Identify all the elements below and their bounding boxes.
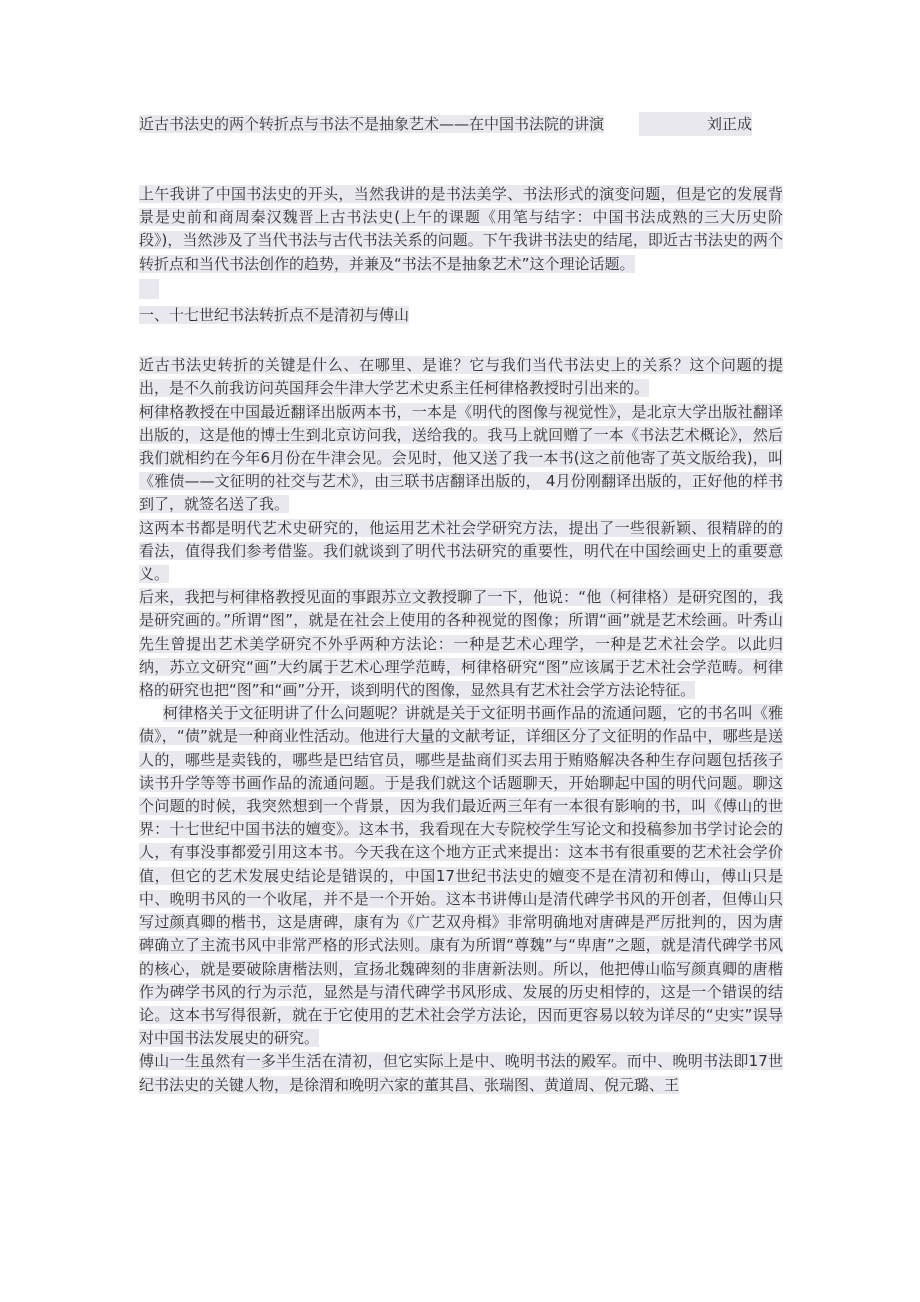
- document-body: [139, 183, 783, 1097]
- document-title: 近古书法史的两个转折点与书法不是抽象艺术——在中国书法院的讲演: [139, 115, 605, 133]
- title-line: [139, 112, 783, 136]
- intro-paragraph: 上午我讲了中国书法史的开头，当然我讲的是书法美学、书法形式的演变问题，但是它的发展背景是史前和商周秦汉魏晋上古书法史(上午的课题《用笔与结字：中国书法成熟的三大历史阶段》)，当然涉及了当代书法与古代书法关系的问题。下午我讲书法史的结尾，即近古书法史的两个转折点和当代书法创作的趋势，并兼及“书法不是抽象艺术”这个理论话题。: [139, 185, 783, 273]
- blank-marker: [139, 279, 159, 299]
- paragraph-3: 这两本书都是明代艺术史研究的，他运用艺术社会学研究方法，提出了一些很新颖、很精辟的的看法，值得我们参考借鉴。我们就谈到了明代书法研究的重要性，明代在中国绘画史上的重要意义。: [139, 518, 783, 584]
- document-author: 刘正成: [707, 112, 752, 136]
- blank-line: [139, 327, 783, 350]
- blank-marker-line: [139, 278, 783, 301]
- paragraph-6: 傅山一生虽然有一多半生活在清初，但它实际上是中、晚明书法的殿军。而中、晚明书法即17世纪书法史的关键人物，是徐渭和晚明六家的董其昌、张瑞图、黄道周、倪元璐、王: [139, 1052, 783, 1094]
- section-heading: 一、十七世纪书法转折点不是清初与傅山: [139, 306, 410, 325]
- paragraph-2: 柯律格教授在中国最近翻译出版两本书，一本是《明代的图像与视觉性》，是北京大学出版社翻译出版的，这是他的博士生到北京访问我，送给我的。我马上就回赠了一本《书法艺术概论》，然后我们就相约在今年6月份在牛津会见。会见时，他又送了我一本书(这之前他寄了英文版给我)，叫《雅债——文征明的社交与艺术》，由三联书店翻译出版的， 4月份刚翻译出版的，正好他的样书到了，就签名送了我。: [139, 402, 783, 514]
- paragraph-5: 柯律格关于文征明讲了什么问题呢？讲就是关于文征明书画作品的流通问题，它的书名叫《雅债》，“债”就是一种商业性活动。他进行大量的文献考证，详细区分了文征明的作品中，哪些是送人的，哪些是卖钱的，哪些是巴结官员，哪些是盐商们买去用于贿赂解决各种生存问题包括孩子读书升学等等书画作品的流通问题。于是我们就这个话题聊天，开始聊起中国的明代问题。聊这个问题的时候，我突然想到一个背景，因为我们最近两三年有一本很有影响的书，叫《傅山的世界：十七世纪中国书法的嬗变》。这本书，我看现在大专院校学生写论文和投稿参加书学讨论会的人，有事没事都爱引用这本书。今天我在这个地方正式来提出：这本书有很重要的艺术社会学价值，但它的艺术发展史结论是错误的，中国17世纪书法史的嬗变不是在清初和傅山，傅山只是中、晚明书风的一个收尾，并不是一个开始。这本书讲傅山是清代碑学书风的开创者，但傅山只写过颜真卿的楷书，这是唐碑，康有为《广艺双舟楫》非常明确地对唐碑是严厉批判的，因为唐碑确立了主流书风中非常严格的形式法则。康有为所谓“尊魏”与“卑唐”之题，就是清代碑学书风的核心，就是要破除唐楷法则，宣扬北魏碑刻的非唐新法则。所以，他把傅山临写颜真卿的唐楷作为碑学书风的行为示范，显然是与清代碑学书风形成、发展的历史相悖的，这是一个错误的结论。这本书写得很新，就在于它使用的艺术社会学方法论，因而更容易以较为详尽的“史实”误导对中国书法发展史的研究。: [139, 704, 783, 1048]
- paragraph-4: 后来，我把与柯律格教授见面的事跟苏立文教授聊了一下，他说：“他（柯律格）是研究图的，我是研究画的。”所谓“图”，就是在社会上使用的各种视觉的图像；所谓“画”就是艺术绘画。叶秀山先生曾提出艺术美学研究不外乎两种方法论：一种是艺术心理学，一种是艺术社会学。以此归纳，苏立文研究“画”大约属于艺术心理学范畴，柯律格研究“图”应该属于艺术社会学范畴。柯律格的研究也把“图”和“画”分开，谈到明代的图像，显然具有艺术社会学方法论特征。: [139, 588, 783, 700]
- paragraph-1: 近古书法史转折的关键是什么、在哪里、是谁？它与我们当代书法史上的关系？这个问题的提出，是不久前我访问英国拜会牛津大学艺术史系主任柯律格教授时引出来的。: [139, 356, 783, 398]
- title-gap: [639, 112, 707, 136]
